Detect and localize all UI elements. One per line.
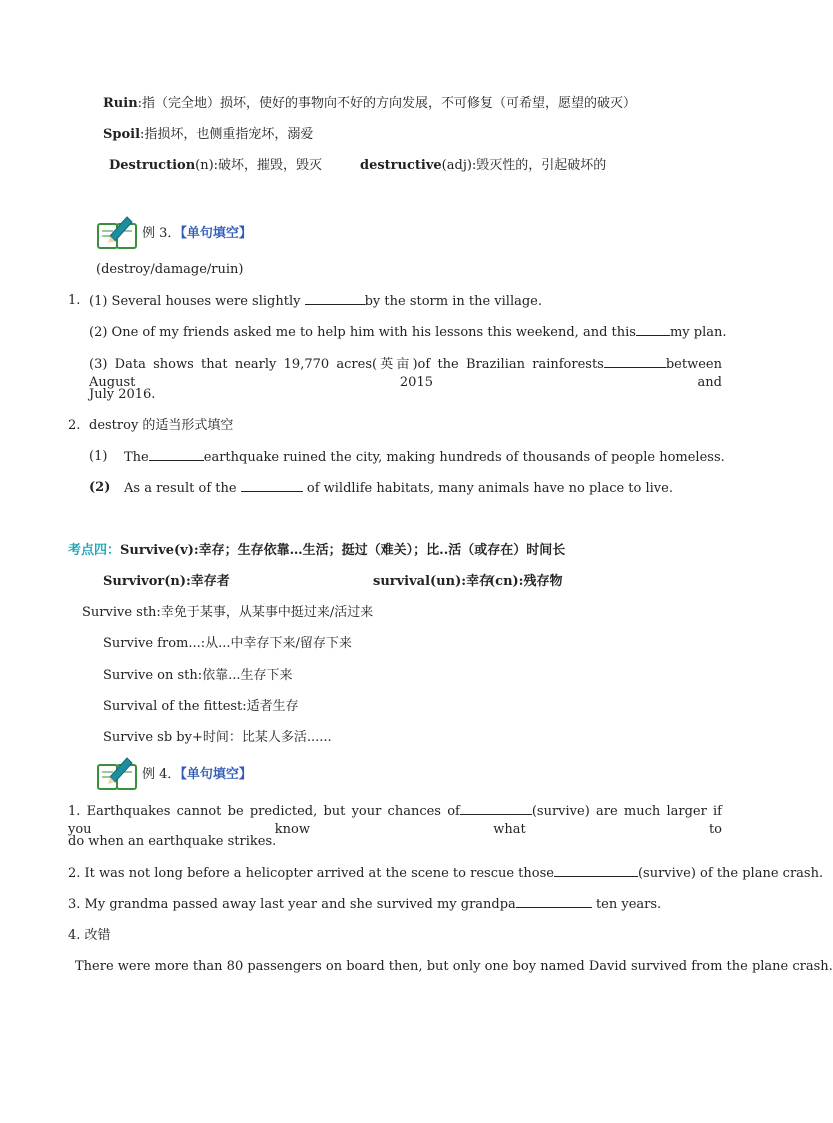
def-spoil (103, 126, 313, 144)
q1-1-text-a: (1) Several houses were slightly (89, 294, 305, 309)
q2-2-text-b: of wildlife habitats, many animals have no place to live. (302, 481, 673, 496)
book-pencil-icon (96, 214, 140, 252)
def-destruction (109, 157, 322, 175)
example-3-header (142, 225, 252, 243)
point-4-survival-cn: (cn):残存物 (489, 574, 563, 589)
ex4-q1-cont: do when an earthquake strikes. (68, 834, 277, 849)
point-4-survival: survival(un):幸存 (373, 574, 493, 589)
point-4-heading-prefix: 考点四： (68, 543, 121, 558)
example-3-word-list: (destroy/damage/ruin) (96, 262, 244, 277)
def-destruction-term: Destruction (109, 158, 196, 173)
point-4-survivor: Survivor(n):幸存者 (103, 574, 230, 589)
ex4-q2-text-b: (survive) of the plane crash. (637, 866, 824, 881)
ex4-q1-text-a: 1. Earthquakes cannot be predicted, but your chances of (68, 804, 460, 819)
q1-3-text-a: (3) Data shows that nearly 19,770 acres(英亩)of the Brazilian rainforests (89, 357, 604, 372)
q1-3-cont: July 2016. (89, 387, 156, 402)
q1-3-text-b: between August 2015 and (89, 357, 722, 390)
q2-1-text-a: The (124, 450, 149, 465)
answer-blank[interactable] (636, 323, 670, 336)
answer-blank[interactable] (516, 895, 592, 908)
def-spoil-term: Spoil (103, 127, 141, 142)
example-3-label: 例 3． (142, 226, 181, 241)
example-4-label: 例 4． (142, 767, 181, 782)
ex4-q4-sentence: There were more than 80 passengers on board then, but only one boy named David survived from the plane crash. (75, 959, 833, 974)
ex4-q3 (68, 895, 661, 914)
q1-2-text-a: (2) One of my friends asked me to help him with his lessons this weekend, and this (89, 325, 636, 340)
answer-blank[interactable] (604, 355, 666, 368)
def-destructive-term: destructive (360, 158, 442, 173)
point-4-line-5: Survive sb by+时间：比某人多活...... (103, 730, 332, 745)
q1-1 (89, 292, 542, 311)
ex4-q1-text-b: (survive) are much larger if you know what to (68, 804, 722, 837)
q2-2-number: (2) (89, 480, 111, 495)
q2-number: 2. (68, 418, 81, 433)
point-4-heading (68, 542, 565, 560)
def-spoil-text: :指损坏，也侧重指宠坏，溺爱 (140, 127, 314, 142)
q2-2 (124, 479, 673, 498)
book-pencil-icon (96, 755, 140, 793)
q1-2-text-b: my plan. (669, 325, 727, 340)
def-destructive-text: (adj):毁灭性的，引起破坏的 (441, 158, 607, 173)
ex4-q4: 4. 改错 (68, 928, 111, 943)
answer-blank[interactable] (305, 292, 365, 305)
answer-blank[interactable] (149, 448, 204, 461)
point-4-heading-text: Survive(v):幸存；生存依靠…生活；挺过（难关）；比..活（或存在）时间长 (120, 543, 566, 558)
q1-1-text-b: by the storm in the village. (364, 294, 543, 309)
ex4-q3-text-a: 3. My grandma passed away last year and she survived my grandpa (68, 897, 516, 912)
q2-1-text-b: earthquake ruined the city, making hundreds of thousands of people homeless. (203, 450, 725, 465)
q2-2-text-a: As a result of the (124, 481, 241, 496)
ex4-q3-text-b: ten years. (591, 897, 662, 912)
q1-2 (89, 323, 727, 342)
answer-blank[interactable] (241, 479, 303, 492)
example-3-tag: 【单句填空】 (180, 226, 252, 241)
point-4-line-4: Survival of the fittest:适者生存 (103, 699, 299, 714)
def-ruin-text: :指（完全地）损坏，使好的事物向不好的方向发展，不可修复（可希望，愿望的破灭） (137, 96, 637, 111)
answer-blank[interactable] (554, 864, 638, 877)
def-destruction-text: (n):破坏，摧毁，毁灭 (195, 158, 323, 173)
point-4-line-1: Survive sth:幸免于某事，从某事中挺过来/活过来 (82, 605, 374, 620)
def-destructive (360, 157, 606, 175)
example-4-header (142, 766, 252, 784)
ex4-q2-text-a: 2. It was not long before a helicopter arrived at the scene to rescue those (68, 866, 554, 881)
def-ruin-term: Ruin (103, 96, 138, 111)
def-ruin (103, 95, 636, 113)
q1-number: 1. (68, 293, 81, 308)
q2-1 (124, 448, 725, 467)
point-4-line-2: Survive from...:从...中幸存下来/留存下来 (103, 636, 352, 651)
ex4-q2 (68, 864, 823, 883)
answer-blank[interactable] (460, 802, 532, 815)
example-4-tag: 【单句填空】 (180, 767, 252, 782)
point-4-line-3: Survive on sth:依靠...生存下来 (103, 668, 293, 683)
q2-instruction: destroy 的适当形式填空 (89, 418, 234, 433)
q1-3 (89, 355, 722, 392)
q2-1-number: (1) (89, 449, 108, 464)
